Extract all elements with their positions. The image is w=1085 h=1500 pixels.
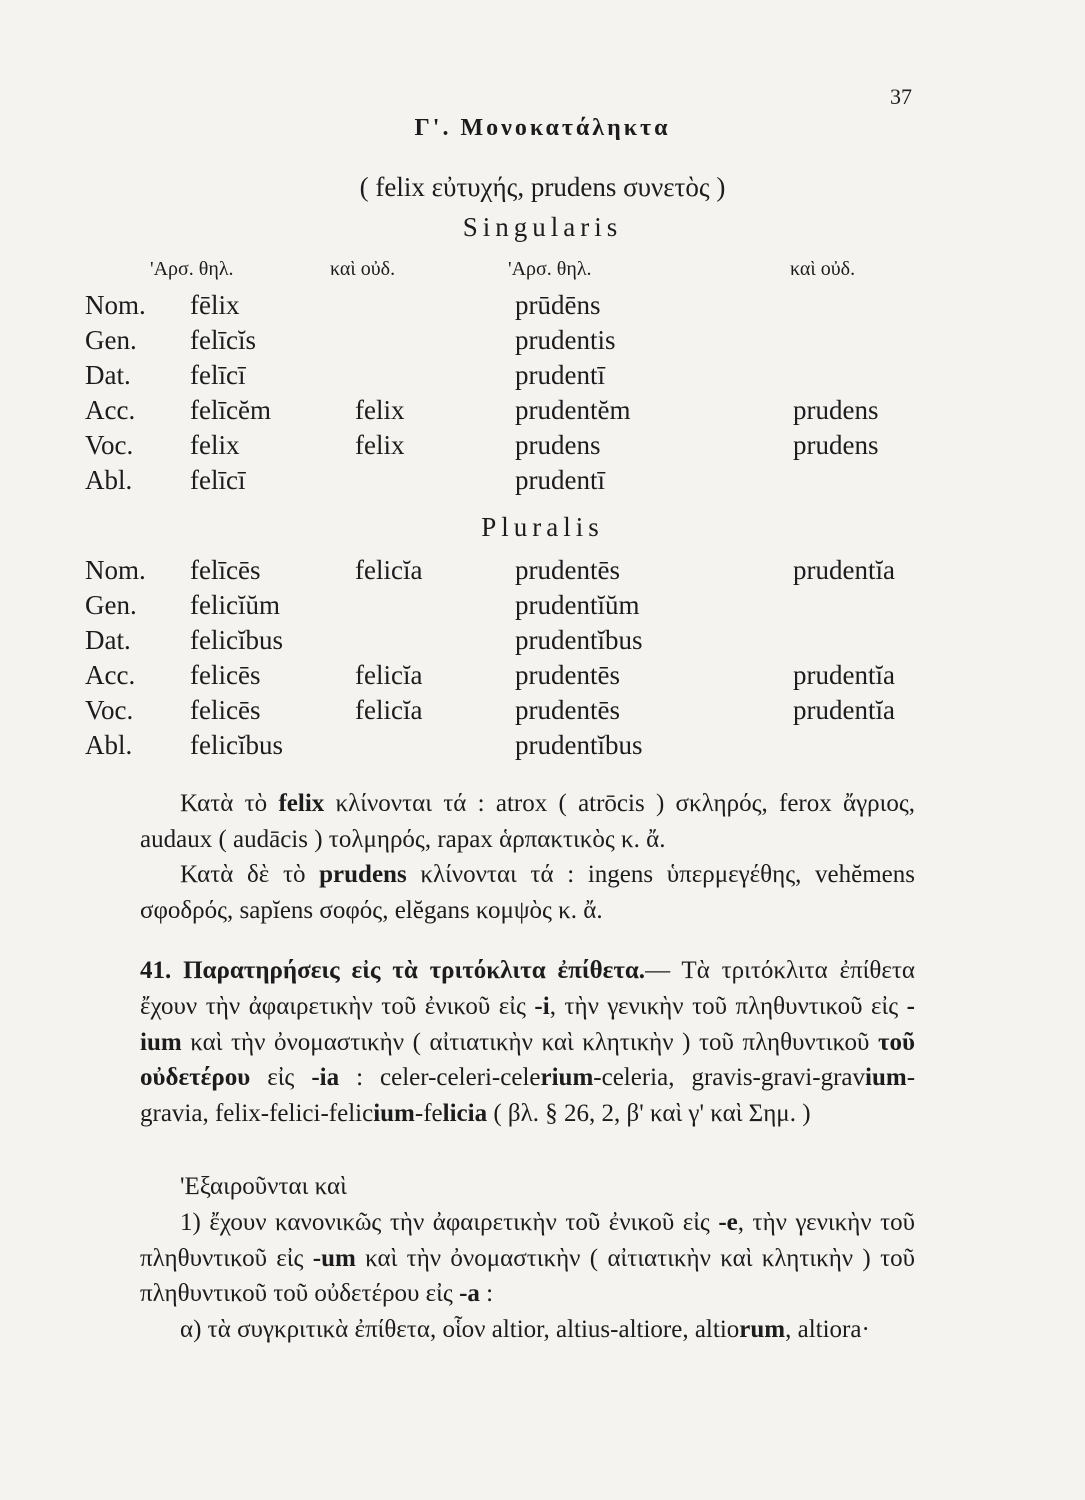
- case-label: Nom.: [85, 555, 146, 585]
- felix-form: felīcĭs: [190, 325, 256, 355]
- prudens-form: prūdēns: [515, 290, 601, 320]
- felix-form: felīcī: [190, 360, 246, 390]
- table-row: [85, 695, 925, 730]
- felix-form: felicĭbus: [190, 730, 283, 760]
- table-row: [85, 555, 925, 590]
- table-row: [85, 465, 925, 500]
- table-row: [85, 730, 925, 765]
- felix-neuter-form: felicĭa: [355, 695, 423, 725]
- column-header-neuter-2: καὶ οὐδ.: [790, 258, 856, 280]
- felix-form: fēlix: [190, 290, 240, 320]
- section-heading: Γ'. Μονοκατάληκτα: [414, 115, 671, 141]
- table-row: [85, 360, 925, 395]
- prudens-form: prudens: [515, 430, 601, 460]
- table-row: [85, 395, 925, 430]
- prudens-form: prudentĭbus: [515, 730, 643, 760]
- prudens-form: prudentēs: [515, 660, 620, 690]
- felix-neuter-form: felicĭa: [355, 660, 423, 690]
- singular-title: Singularis: [462, 212, 623, 242]
- felix-neuter-form: felix: [355, 430, 405, 460]
- paragraph-felix-examples: Κατὰ τὸ felix κλίνονται τά : atrox ( atrōcis ) σκληρός, ferox ἄγριος, audaux ( audācis ) τολμηρός, rapax ἁρπακτικὸς κ. ἄ.: [140, 790, 915, 853]
- prudens-form: prudentēs: [515, 555, 620, 585]
- felix-form: felicēs: [190, 695, 261, 725]
- paragraph-exceptions: 'Εξαιροῦνται καὶ: [180, 1173, 347, 1200]
- case-label: Voc.: [85, 695, 134, 725]
- prudens-neuter-form: prudentĭa: [793, 695, 895, 725]
- felix-neuter-form: felix: [355, 395, 405, 425]
- case-label: Voc.: [85, 430, 134, 460]
- prudens-neuter-form: prudens: [793, 395, 879, 425]
- table-row: [85, 590, 925, 625]
- prudens-neuter-form: prudens: [793, 430, 879, 460]
- table-row: [85, 430, 925, 465]
- section-41-title: 41. Παρατηρήσεις εἰς τὰ τριτόκλιτα ἐπίθετα.: [140, 957, 646, 984]
- felix-form: felīcī: [190, 465, 246, 495]
- case-label: Abl.: [85, 465, 133, 495]
- prudens-form: prudentĕm: [515, 395, 631, 425]
- prudens-neuter-form: prudentĭa: [793, 555, 895, 585]
- felix-form: felīcĕm: [190, 395, 271, 425]
- felix-form: felicēs: [190, 660, 261, 690]
- paragraph-prudens-examples: Κατὰ δὲ τὸ prudens κλίνονται τά : ingens ὑπερμεγέθης, vehĕmens σφοδρός, sapĭens σοφός, elĕgans κομψὸς κ. ἄ.: [140, 861, 915, 924]
- prudens-form: prudentēs: [515, 695, 620, 725]
- prudens-form: prudentī: [515, 360, 605, 390]
- case-label: Nom.: [85, 290, 146, 320]
- case-label: Gen.: [85, 590, 137, 620]
- case-label: Gen.: [85, 325, 137, 355]
- prudens-form: prudentĭbus: [515, 625, 643, 655]
- paragraph-exception-1a: α) τὰ συγκριτικὰ ἐπίθετα, οἷον altior, altius-altiore, altiorum, altiora·: [180, 1316, 870, 1343]
- prudens-form: prudentis: [515, 325, 616, 355]
- column-header-masc-fem-1: 'Αρσ. θηλ.: [150, 258, 234, 280]
- felix-neuter-form: felicĭa: [355, 555, 423, 585]
- prudens-neuter-form: prudentĭa: [793, 660, 895, 690]
- table-row: [85, 660, 925, 695]
- subtitle: ( felix εὐτυχής, prudens συνετὸς ): [359, 172, 726, 202]
- case-label: Dat.: [85, 360, 131, 390]
- column-header-neuter-1: καὶ οὐδ.: [330, 258, 396, 280]
- table-row: [85, 325, 925, 360]
- table-row: [85, 625, 925, 660]
- felix-form: felicĭŭm: [190, 590, 280, 620]
- prudens-form: prudentĭŭm: [515, 590, 640, 620]
- case-label: Acc.: [85, 395, 136, 425]
- felix-form: felicĭbus: [190, 625, 283, 655]
- column-header-masc-fem-2: 'Αρσ. θηλ.: [508, 258, 592, 280]
- table-row: [85, 290, 925, 325]
- case-label: Abl.: [85, 730, 133, 760]
- paragraph-exception-1: 1) ἔχουν κανονικῶς τὴν ἀφαιρετικὴν τοῦ ἐνικοῦ εἰς -e, τὴν γενικὴν τοῦ πληθυντικοῦ εἰς -um καὶ τὴν ὀνομαστικὴν ( αἰτιατικὴν καὶ κλητικὴν ) τοῦ πληθυντικοῦ τοῦ οὐδετέρου εἰς -a :: [140, 1209, 915, 1308]
- section-41-paragraph: 41. Παρατηρήσεις εἰς τὰ τριτόκλιτα ἐπίθετα.— Τὰ τριτόκλιτα ἐπίθετα ἔχουν τὴν ἀφαιρετικὴν τοῦ ἐνικοῦ εἰς -i, τὴν γενικὴν τοῦ πληθυντικοῦ εἰς -ium καὶ τὴν ὀνομαστικὴν ( αἰτιατικὴν καὶ κλητικὴν ) τοῦ πληθυντικοῦ τοῦ οὐδετέρου εἰς -ia : celer-celeri-celerium-celeria, gravis-gravi-gravium-gravia, felix-felici-felicium-felicia ( βλ. § 26, 2, β' καὶ γ' καὶ Σημ. ): [140, 957, 916, 1128]
- plural-title: Pluralis: [481, 512, 604, 542]
- page-number: 37: [890, 84, 912, 109]
- felix-form: felīcēs: [190, 555, 261, 585]
- case-label: Acc.: [85, 660, 136, 690]
- felix-form: felix: [190, 430, 240, 460]
- prudens-form: prudentī: [515, 465, 605, 495]
- case-label: Dat.: [85, 625, 131, 655]
